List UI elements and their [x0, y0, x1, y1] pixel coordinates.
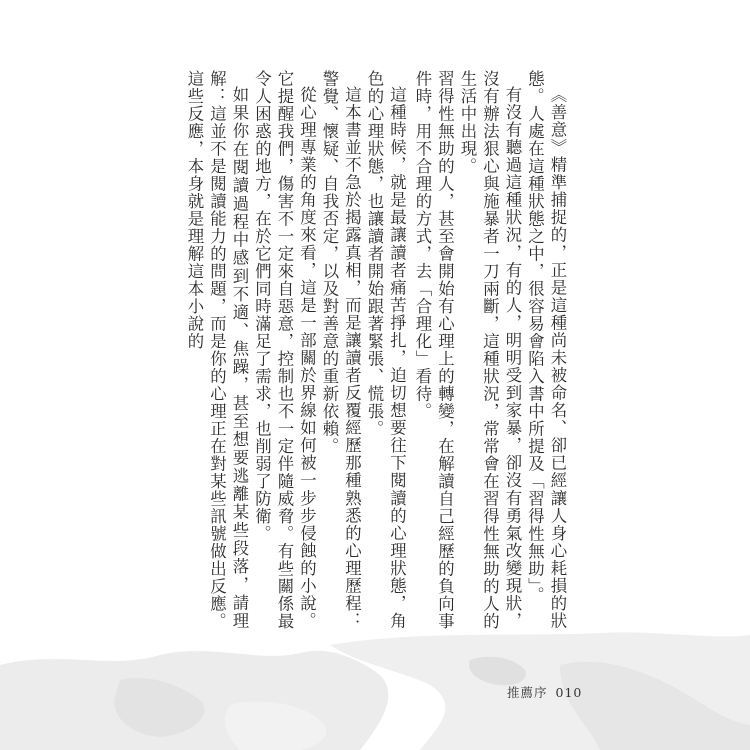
paragraph-2: 有沒有聽過這種狀況，有的人，明明受到家暴，卻沒有勇氣改變現狀，沒有辦法狠心與施暴者一刀兩斷，這種狀況，常常會在習得性無助的人的生活中出現。: [458, 70, 522, 630]
paragraph-3: 習得性無助的人，甚至會開始有心理上的轉變，在解讀自己經歷的負向事件時，用不合理的方式，去「合理化」看待。: [413, 70, 455, 630]
paragraph-6: 從心理專業的角度來看，這是一部關於界線如何被一步步侵蝕的小說。它提醒我們，傷害不一定來自惡意，控制也不一定伴隨威脅。有些關係最令人困惑的地方，在於它們同時滿足了需求，也削弱了防衛。: [252, 70, 317, 630]
footer-section-title: 推薦序: [507, 685, 548, 700]
page-background-texture: [0, 625, 750, 750]
paragraph-4: 這種時候，就是最讓讀者痛苦掙扎，迫切想要往下閱讀的心理狀態，角色的心理狀態，也讓讀者開始跟著緊張、慌張。: [365, 70, 407, 630]
page-footer: [507, 683, 582, 701]
paragraph-5: 這本書並不急於揭露真相，而是讓讀者反覆經歷那種熟悉的心理歷程：警覺、懷疑、自我否定，以及對善意的重新依賴。: [320, 70, 362, 630]
paragraph-1: 《善意》精準捕捉的，正是這種尚未被命名、卻已經讓人身心耗損的狀態。人處在這種狀態之中，很容易會陷入書中所提及「習得性無助」。: [525, 70, 567, 630]
paragraph-7: 如果你在閱讀過程中感到不適、焦躁，甚至想要逃離某些段落，請理解：這並不是閱讀能力的問題，而是你的心理正在對某些訊號做出反應。這些反應，本身就是理解這本小說的: [185, 70, 249, 630]
page-number: 010: [555, 685, 583, 700]
vertical-body-text: [183, 70, 569, 630]
